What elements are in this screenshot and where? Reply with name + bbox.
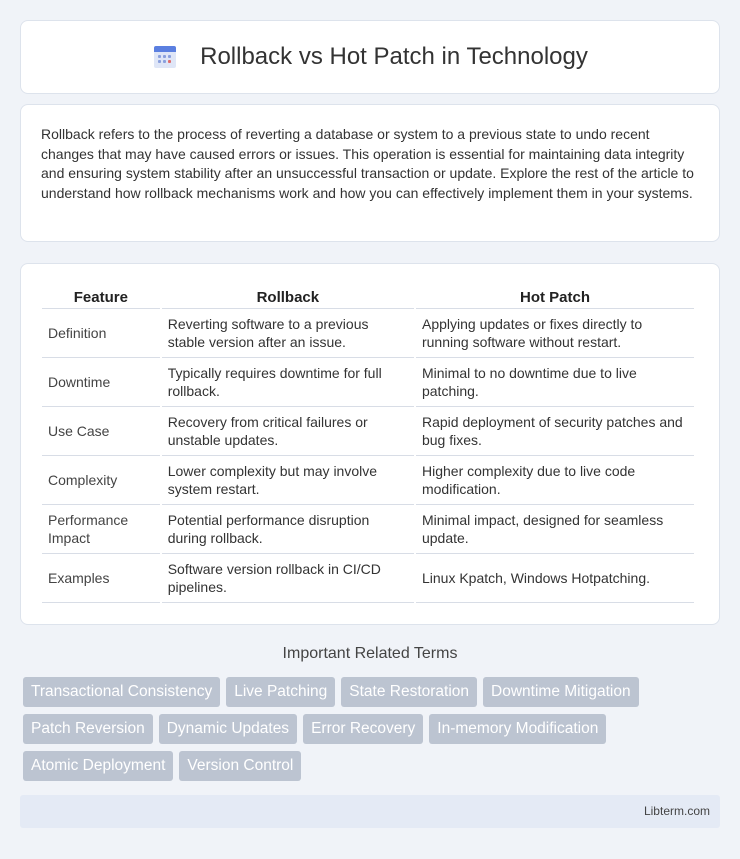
- table-row: [42, 309, 694, 358]
- comparison-table: [40, 286, 696, 603]
- footer: [20, 795, 720, 828]
- feature-cell: Complexity: [42, 456, 160, 505]
- related-term-tag[interactable]: Patch Reversion: [23, 714, 153, 744]
- feature-cell: Use Case: [42, 407, 160, 456]
- header-hot-patch: Hot Patch: [416, 286, 694, 309]
- hot-patch-cell: Minimal impact, designed for seamless update.: [416, 505, 694, 554]
- related-term-tag[interactable]: State Restoration: [341, 677, 477, 707]
- feature-cell: Definition: [42, 309, 160, 358]
- intro-card: [20, 104, 720, 242]
- rollback-cell: Typically requires downtime for full rollback.: [162, 358, 414, 407]
- related-term-tag[interactable]: In-memory Modification: [429, 714, 606, 744]
- page-title: Rollback vs Hot Patch in Technology: [200, 43, 588, 70]
- hot-patch-cell: Minimal to no downtime due to live patching.: [416, 358, 694, 407]
- table-row: [42, 505, 694, 554]
- related-term-tag[interactable]: Error Recovery: [303, 714, 423, 744]
- related-term-tag[interactable]: Atomic Deployment: [23, 751, 173, 781]
- title-card: [20, 20, 720, 94]
- header-rollback: Rollback: [162, 286, 414, 309]
- feature-cell: Downtime: [42, 358, 160, 407]
- hot-patch-cell: Linux Kpatch, Windows Hotpatching.: [416, 554, 694, 603]
- header-feature: Feature: [42, 286, 160, 309]
- intro-text: Rollback refers to the process of reverting a database or system to a previous state to undo recent changes that may have caused errors or issues. This operation is essential for maintaining data integrity and ensuring system stability after an unsuccessful transaction or update. Explore the rest of the article to understand how rollback mechanisms work and how you can effectively implement them in your systems.: [41, 126, 694, 201]
- related-terms-title: Important Related Terms: [282, 645, 458, 662]
- table-row: [42, 358, 694, 407]
- related-term-tag[interactable]: Version Control: [179, 751, 301, 781]
- table-row: [42, 407, 694, 456]
- related-term-tag[interactable]: Downtime Mitigation: [483, 677, 639, 707]
- rollback-cell: Potential performance disruption during rollback.: [162, 505, 414, 554]
- rollback-cell: Reverting software to a previous stable version after an issue.: [162, 309, 414, 358]
- table-row: [42, 554, 694, 603]
- rollback-cell: Recovery from critical failures or unstable updates.: [162, 407, 414, 456]
- calendar-grid-icon: [152, 44, 178, 70]
- hot-patch-cell: Applying updates or fixes directly to running software without restart.: [416, 309, 694, 358]
- comparison-card: [20, 263, 720, 625]
- feature-cell: Examples: [42, 554, 160, 603]
- related-term-tag[interactable]: Live Patching: [226, 677, 335, 707]
- rollback-cell: Software version rollback in CI/CD pipelines.: [162, 554, 414, 603]
- hot-patch-cell: Rapid deployment of security patches and bug fixes.: [416, 407, 694, 456]
- hot-patch-cell: Higher complexity due to live code modification.: [416, 456, 694, 505]
- footer-site-link[interactable]: Libterm.com: [643, 804, 710, 818]
- related-terms-list: [23, 677, 723, 788]
- feature-cell: Performance Impact: [42, 505, 160, 554]
- table-header-row: [42, 286, 694, 309]
- related-term-tag[interactable]: Transactional Consistency: [23, 677, 220, 707]
- related-term-tag[interactable]: Dynamic Updates: [159, 714, 297, 744]
- table-row: [42, 456, 694, 505]
- rollback-cell: Lower complexity but may involve system restart.: [162, 456, 414, 505]
